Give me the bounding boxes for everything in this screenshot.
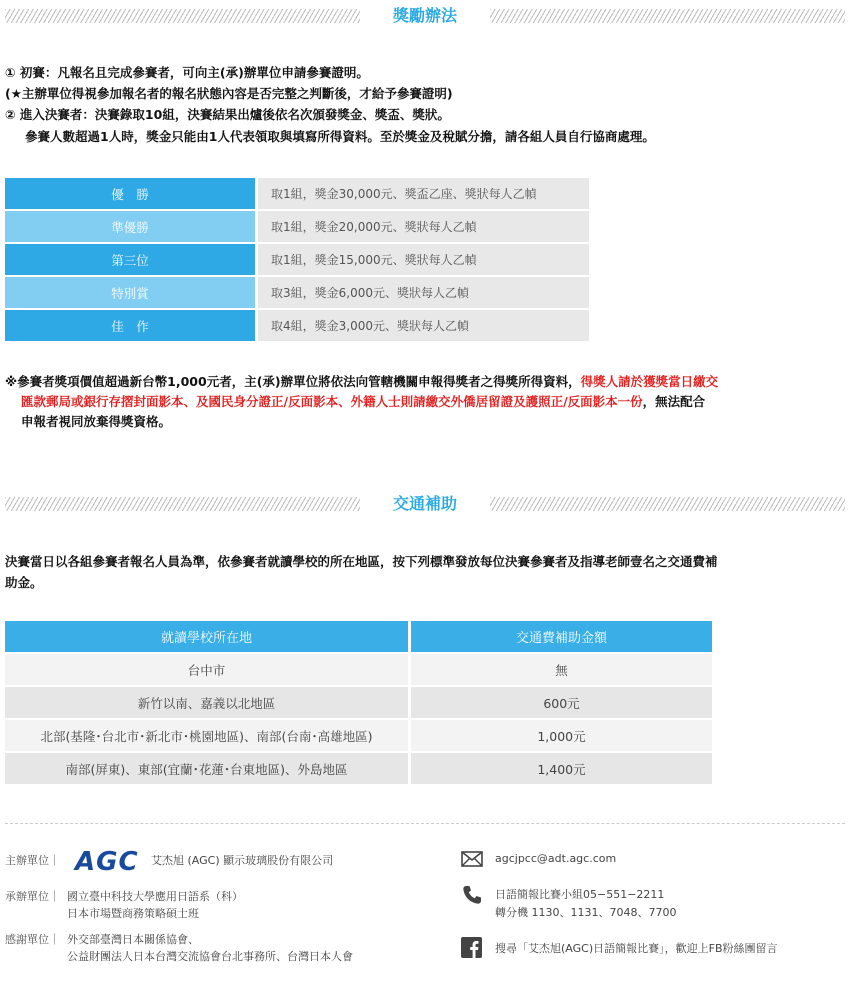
facebook-text[interactable]: 搜尋「艾杰旭(AGC)日語簡報比賽」，歡迎上FB粉絲團留言 (495, 942, 778, 955)
phone-line-1: 日語簡報比賽小組05−551−2211 (495, 888, 665, 901)
prize-row (5, 211, 589, 242)
prize-name: 優 勝 (5, 178, 255, 209)
cell-amount: 1,000元 (411, 720, 712, 751)
header-amount: 交通費補助金額 (411, 621, 712, 652)
prize-name: 佳 作 (5, 310, 255, 341)
table-row (5, 654, 712, 685)
prize-row (5, 244, 589, 275)
table-header (5, 621, 712, 652)
prize-desc: 取1組，獎金20,000元、獎狀每人乙幀 (258, 211, 589, 242)
tax-note (5, 372, 815, 432)
rule-line-2: (★主辦單位得視參加報名者的報名狀態內容是否完整之判斷後，才給予參賽證明) (5, 86, 453, 101)
header-location: 就讀學校所在地 (5, 621, 408, 652)
cell-amount: 無 (411, 654, 712, 685)
hatch-decoration (490, 497, 845, 511)
facebook-icon[interactable] (461, 937, 482, 962)
prize-row (5, 178, 589, 209)
thanks-line-2: 公益財團法人日本台灣交流協會台北事務所、台灣日本人會 (67, 950, 353, 963)
table-row (5, 753, 712, 784)
footer-divider (5, 823, 845, 824)
prize-desc: 取1組，獎金30,000元、獎盃乙座、獎狀每人乙幀 (258, 178, 589, 209)
rule-line-1: ① 初賽：凡報名且完成參賽者，可向主(承)辦單位申請參賽證明。 (5, 65, 369, 80)
prize-name: 第三位 (5, 244, 255, 275)
transport-intro-2: 助金。 (5, 575, 43, 590)
cell-location: 台中市 (5, 654, 408, 685)
transport-intro-1: 決賽當日以各組參賽者報名人員為準，依參賽者就讀學校的所在地區，按下列標準發放每位決賽參賽者及指導老師壹名之交通費補 (5, 554, 718, 569)
prize-table (5, 178, 589, 343)
rule-line-3: ② 進入決賽者：決賽錄取10組，決賽結果出爐後依名次頒發獎金、獎盃、獎狀。 (5, 107, 450, 122)
phone-line-2: 轉分機 1130、1131、7048、7700 (495, 906, 677, 919)
co-organizer-line-2: 日本市場暨商務策略碩士班 (67, 907, 199, 920)
cell-location: 新竹以南、嘉義以北地區 (5, 687, 408, 718)
prize-row (5, 310, 589, 341)
organizer-label: 主辦單位｜ (5, 854, 60, 867)
section-title-awards: 獎勵辦法 (392, 6, 457, 25)
prize-name: 準優勝 (5, 211, 255, 242)
table-row (5, 687, 712, 718)
hatch-decoration (490, 9, 845, 23)
thanks-label: 感謝單位｜ (5, 933, 60, 946)
note-red-text: 得獎人請於獲獎當日繳交 (580, 374, 719, 389)
note-text: ，無法配合 (642, 394, 706, 409)
cell-amount: 600元 (411, 687, 712, 718)
transport-table (5, 621, 712, 786)
section-header-awards (0, 3, 850, 27)
co-organizer-line-1: 國立臺中科技大學應用日語系（科） (67, 890, 243, 903)
prize-desc: 取4組，獎金3,000元、獎狀每人乙幀 (258, 310, 589, 341)
cell-amount: 1,400元 (411, 753, 712, 784)
phone-icon (462, 885, 482, 909)
prize-desc: 取3組，獎金6,000元、獎狀每人乙幀 (258, 277, 589, 308)
prize-desc: 取1組，獎金15,000元、獎狀每人乙幀 (258, 244, 589, 275)
section-title-transport: 交通補助 (392, 494, 457, 513)
prize-row (5, 277, 589, 308)
rule-line-4: 參賽人數超過1人時，獎金只能由1人代表領取與填寫所得資料。至於獎金及稅賦分擔，請各組人員自行協商處理。 (25, 129, 655, 144)
agc-logo: AGC (75, 847, 139, 877)
contact-email[interactable]: agcjpcc@adt.agc.com (495, 852, 617, 865)
cell-location: 南部(屏東)、東部(宜蘭･花蓮･台東地區)、外島地區 (5, 753, 408, 784)
note-text: ※參賽者獎項價值超過新台幣1,000元者，主(承)辦單位將依法向管轄機關申報得獎者之得獎所得資料， (5, 374, 581, 389)
mail-icon (461, 850, 483, 872)
table-row (5, 720, 712, 751)
thanks-line-1: 外交部臺灣日本關係協會、 (67, 933, 199, 946)
note-text: 申報者視同放棄得獎資格。 (21, 414, 172, 429)
section-header-transport (0, 491, 850, 515)
organizer-name: 艾杰旭 (AGC) 顯示玻璃股份有限公司 (151, 854, 334, 867)
co-organizer-label: 承辦單位｜ (5, 890, 60, 903)
note-red-text: 匯款郵局或銀行存摺封面影本、及國民身分證正/反面影本、外籍人士則請繳交外僑居留證及護照正/反面影本一份 (21, 394, 643, 409)
prize-name: 特別賞 (5, 277, 255, 308)
cell-location: 北部(基隆･台北市･新北市･桃園地區)、南部(台南･高雄地區) (5, 720, 408, 751)
